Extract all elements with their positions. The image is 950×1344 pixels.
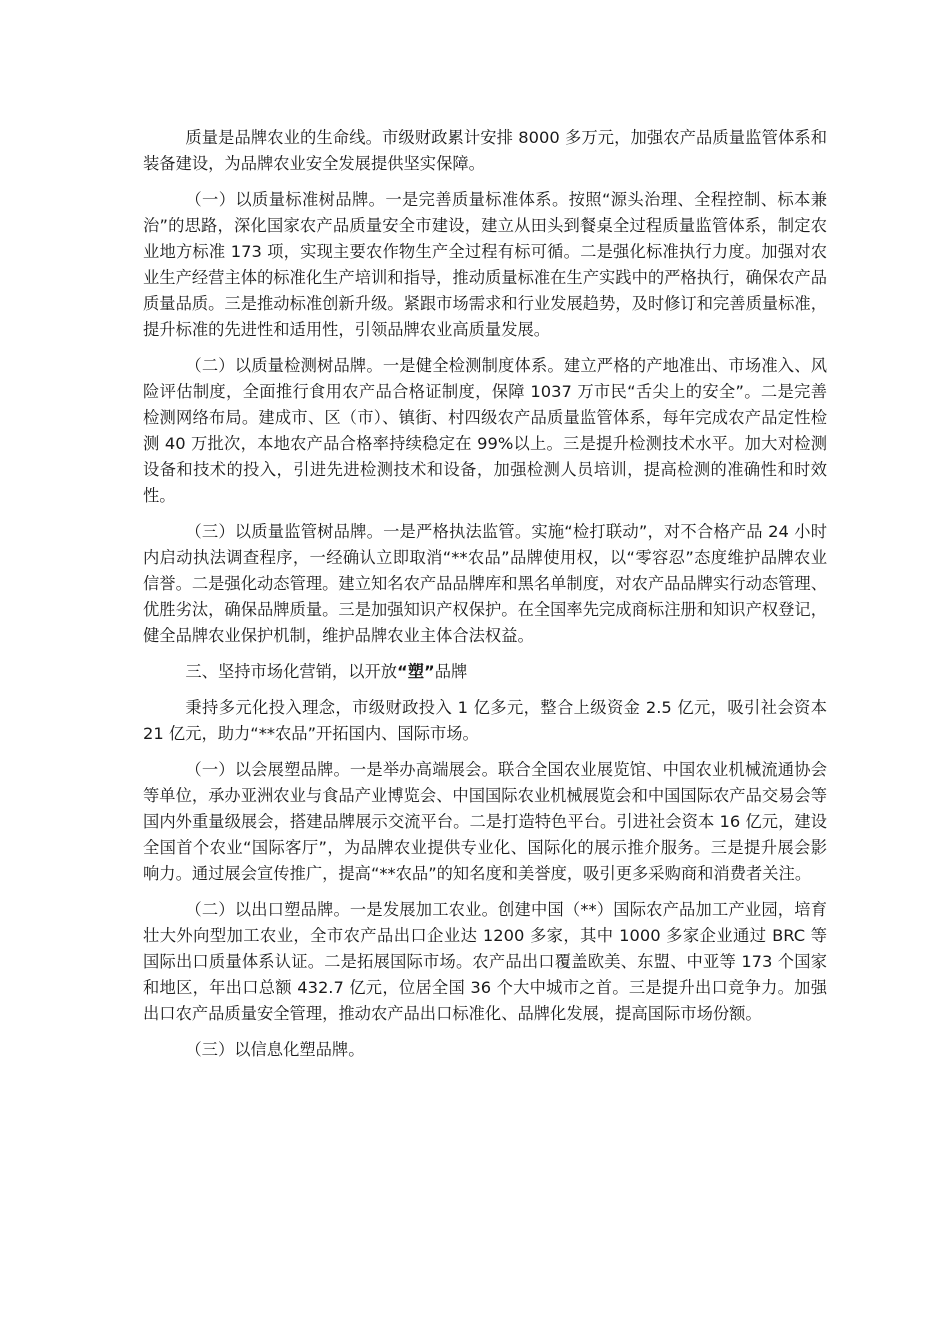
paragraph-export: （二）以出口塑品牌。一是发展加工农业。创建中国（**）国际农产品加工产业园，培育壮大外向型加工农业，全市农产品出口企业达 1200 多家，其中 1000 多家企业通过 BRC 等国际出口质量体系认证。二是拓展国际市场。农产品出口覆盖欧美、东盟、中亚等 173 个国家和地区，年出口总额 432.7 亿元，位居全国 36 个大中城市之首。三是提升出口竞争力。加强出口农产品质量安全管理，推动农产品出口标准化、品牌化发展，提高国际市场份额。 [143,900,827,1023]
document-page [143,125,827,1073]
paragraph-quality-testing: （二）以质量检测树品牌。一是健全检测制度体系。建立严格的产地准出、市场准入、风险评估制度，全面推行食用农产品合格证制度，保障 1037 万市民“舌尖上的安全”。二是完善检测网络布局。建成市、区（市）、镇街、村四级农产品质量监管体系，每年完成农产品定性检测 40 万批次，本地农产品合格率持续稳定在 99%以上。三是提升检测技术水平。加大对检测设备和技术的投入，引进先进检测技术和设备，加强检测人员培训，提高检测的准确性和时效性。 [143,356,827,505]
paragraph-informatization: （三）以信息化塑品牌。 [185,1040,365,1059]
section-heading-suffix: 品牌 [434,662,468,681]
paragraph-market-intro: 秉持多元化投入理念，市级财政投入 1 亿多元，整合上级资金 2.5 亿元，吸引社会资本 21 亿元，助力“**农品”开拓国内、国际市场。 [143,698,827,743]
paragraph-quality-supervision: （三）以质量监管树品牌。一是严格执法监管。实施“检打联动”，对不合格产品 24 小时内启动执法调查程序，一经确认立即取消“**农品”品牌使用权，以“零容忍”态度维护品牌农业信誉。二是强化动态管理。建立知名农产品品牌库和黑名单制度，对农产品品牌实行动态管理、优胜劣汰，确保品牌质量。三是加强知识产权保护。在全国率先完成商标注册和知识产权登记，健全品牌农业保护机制，维护品牌农业主体合法权益。 [143,522,827,645]
paragraph-quality-intro: 质量是品牌农业的生命线。市级财政累计安排 8000 多万元，加强农产品质量监管体系和装备建设，为品牌农业安全发展提供坚实保障。 [143,128,827,173]
paragraph-exhibition: （一）以会展塑品牌。一是举办高端展会。联合全国农业展览馆、中国农业机械流通协会等单位，承办亚洲农业与食品产业博览会、中国国际农业机械展览会和中国国际农产品交易会等国内外重量级展会，搭建品牌展示交流平台。二是打造特色平台。引进社会资本 16 亿元，建设全国首个农业“国际客厅”，为品牌农业提供专业化、国际化的展示推介服务。三是提升展会影响力。通过展会宣传推广，提高“**农品”的知名度和美誉度，吸引更多采购商和消费者关注。 [143,760,827,883]
section-heading-bold-word: “塑” [397,662,435,681]
section-heading-market [143,659,827,685]
paragraph-quality-standards: （一）以质量标准树品牌。一是完善质量标准体系。按照“源头治理、全程控制、标本兼治”的思路，深化国家农产品质量安全市建设，建立从田头到餐桌全过程质量监管体系，制定农业地方标准 173 项，实现主要农作物生产全过程有标可循。二是强化标准执行力度。加强对农业生产经营主体的标准化生产培训和指导，推动质量标准在生产实践中的严格执行，确保农产品质量品质。三是推动标准创新升级。紧跟市场需求和行业发展趋势，及时修订和完善质量标准，提升标准的先进性和适用性，引领品牌农业高质量发展。 [143,190,827,339]
section-heading-prefix: 三、坚持市场化营销，以开放 [185,662,398,681]
